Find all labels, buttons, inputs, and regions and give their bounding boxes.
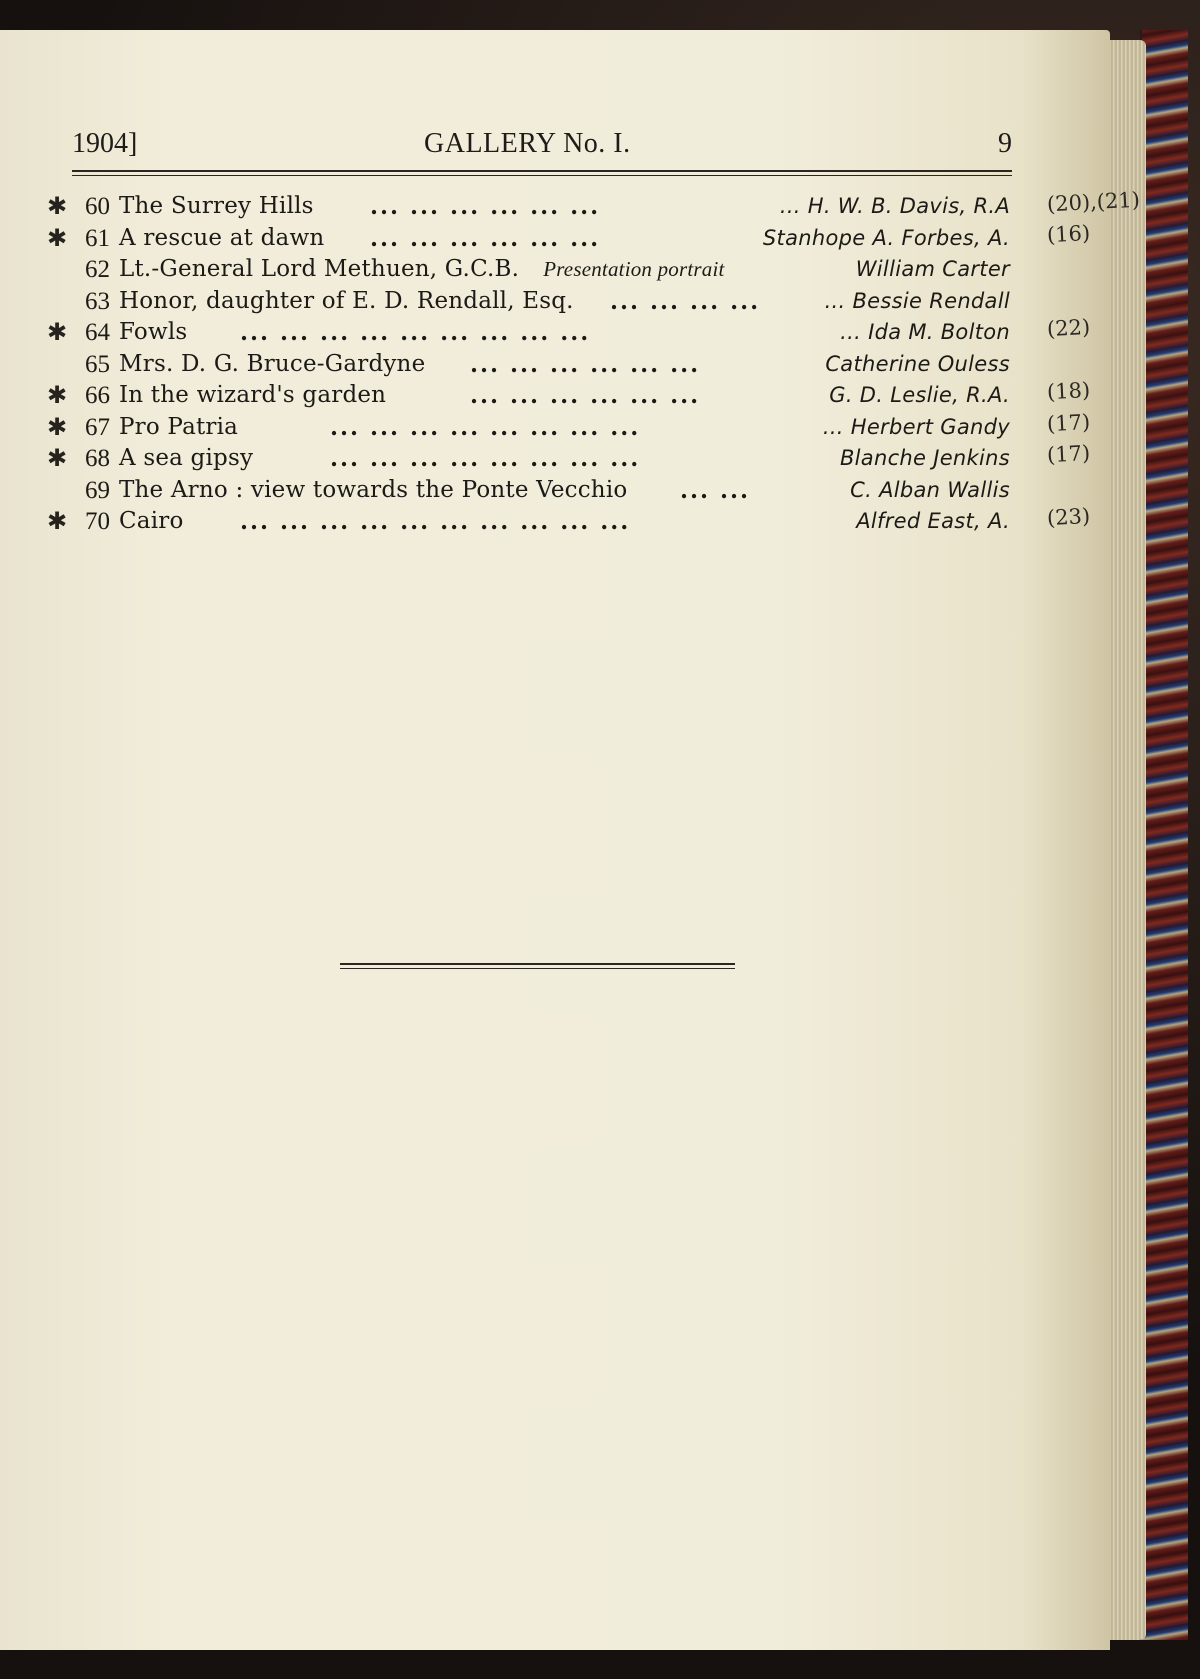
leader-dots: ... ... ... ... ... ... ... ... <box>330 413 641 441</box>
entry-artist: William Carter <box>855 257 1010 281</box>
entry-number: 60 <box>85 193 110 220</box>
entry-number: 65 <box>85 350 110 378</box>
entry-artist: Catherine Ouless <box>825 351 1010 376</box>
entry-number: 64 <box>85 319 110 346</box>
leader-dots: ... ... ... ... ... ... <box>370 193 601 220</box>
entry-title: The Surrey Hills <box>119 193 314 219</box>
handwritten-note: (22) <box>1046 314 1091 342</box>
entry-number: 66 <box>85 382 110 409</box>
list-item <box>40 379 1090 411</box>
gallery-title: GALLERY No. I. <box>424 128 631 159</box>
entry-artist: ... H. W. B. Davis, R.A <box>779 194 1010 218</box>
entry-title: A sea gipsy <box>119 445 254 471</box>
list-item <box>40 187 1141 222</box>
leader-dots: ... ... ... ... <box>610 287 761 315</box>
leader-dots: ... ... ... ... ... ... ... ... ... ... <box>240 508 631 535</box>
entry-number: 70 <box>85 508 110 535</box>
leader-dots: ... ... ... ... ... ... ... ... <box>330 445 641 472</box>
header-year: 1904] <box>72 128 138 159</box>
entry-artist: G. D. Leslie, R.A. <box>829 383 1010 407</box>
handwritten-note: (20),(21) <box>1046 187 1141 217</box>
leader-dots: ... ... ... ... ... ... <box>370 224 601 252</box>
entry-number: 68 <box>85 445 110 472</box>
entry-artist: C. Alban Wallis <box>850 477 1010 502</box>
entry-title: Honor, daughter of E. D. Rendall, Esq. <box>119 287 574 314</box>
section-rule <box>340 963 735 965</box>
leader-dots: ... ... ... ... ... ... <box>470 350 701 378</box>
entry-title: The Arno : view towards the Ponte Vecchio <box>119 476 628 503</box>
handwritten-note: (17) <box>1046 409 1091 436</box>
asterisk-mark: ✱ <box>46 507 68 535</box>
entry-title <box>119 256 725 282</box>
entry-title: A rescue at dawn <box>119 224 325 251</box>
entry-title: In the wizard's garden <box>119 382 387 408</box>
header-rule-thin <box>72 175 1012 176</box>
handwritten-note: (16) <box>1046 220 1091 247</box>
handwritten-note: (23) <box>1046 503 1091 531</box>
handwritten-note: (17) <box>1046 440 1091 468</box>
header-rule <box>72 170 1012 172</box>
page-header <box>72 128 1012 168</box>
entry-artist: ... Bessie Rendall <box>824 288 1010 313</box>
asterisk-mark: ✱ <box>46 412 68 441</box>
list-item <box>40 411 1090 443</box>
entry-number: 63 <box>85 287 110 315</box>
entry-title: Cairo <box>119 508 184 534</box>
asterisk-mark: ✱ <box>46 192 68 220</box>
entry-title: Fowls <box>119 319 188 345</box>
page-number: 9 <box>998 128 1012 159</box>
leader-dots: ... ... ... ... ... ... <box>470 382 701 409</box>
entry-title: Mrs. D. G. Bruce-Gardyne <box>119 350 426 377</box>
entry-title: Pro Patria <box>119 413 239 440</box>
presentation-note: Presentation portrait <box>543 257 725 281</box>
entry-title-text: Lt.-General Lord Methuen, G.C.B. <box>119 256 520 282</box>
entry-list <box>40 187 1141 537</box>
leader-dots: ... ... <box>680 476 751 504</box>
entry-number: 61 <box>85 224 110 252</box>
list-item <box>40 253 1090 285</box>
entry-number: 67 <box>85 413 110 441</box>
asterisk-mark: ✱ <box>46 223 68 252</box>
list-item <box>40 505 1090 537</box>
entry-artist: Alfred East, A. <box>856 509 1010 533</box>
entry-artist: ... Herbert Gandy <box>822 414 1010 439</box>
leader-dots: ... ... ... ... ... ... ... ... ... <box>240 319 591 346</box>
list-item <box>40 222 1090 254</box>
asterisk-mark: ✱ <box>46 444 68 472</box>
asterisk-mark: ✱ <box>46 381 68 409</box>
list-item <box>40 474 1090 506</box>
list-item <box>40 348 1090 380</box>
list-item <box>40 442 1090 474</box>
entry-number: 62 <box>85 256 110 283</box>
entry-artist: ... Ida M. Bolton <box>840 320 1010 344</box>
entry-artist: Stanhope A. Forbes, A. <box>762 225 1010 250</box>
handwritten-note: (18) <box>1046 377 1091 405</box>
list-item <box>40 316 1090 348</box>
section-rule-thin <box>340 968 735 969</box>
list-item <box>40 285 1090 317</box>
entry-artist: Blanche Jenkins <box>839 446 1010 470</box>
entry-number: 69 <box>85 476 110 504</box>
marbled-endpaper <box>1140 30 1188 1640</box>
asterisk-mark: ✱ <box>46 318 68 346</box>
